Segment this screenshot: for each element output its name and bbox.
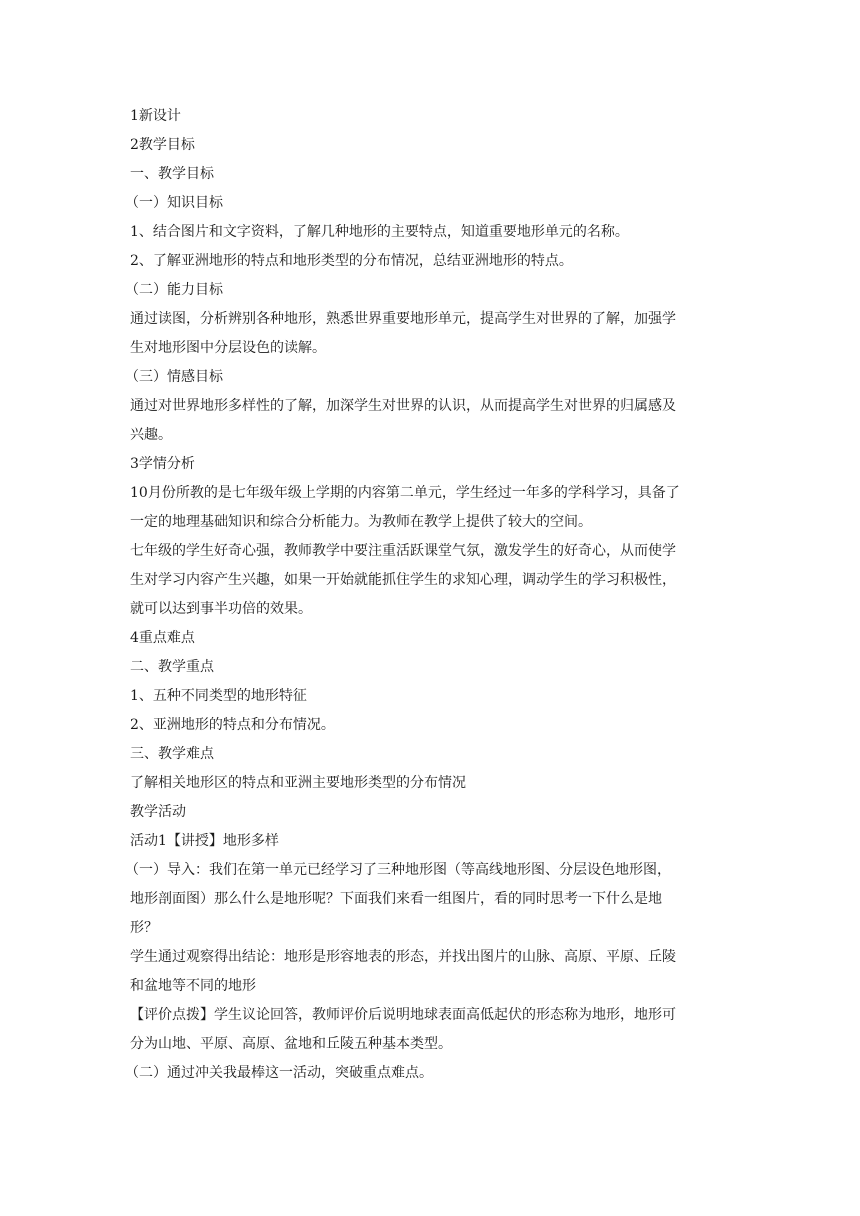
document-body (125, 102, 730, 1088)
section-heading: 4重点难点 (130, 630, 195, 646)
subsection-heading: 一、教学目标 (130, 166, 214, 182)
subsection-heading: （二）能力目标 (125, 282, 223, 298)
paragraph-line: 1、五种不同类型的地形特征 (130, 688, 307, 704)
paragraph-line: 通过对世界地形多样性的了解，加深学生对世界的认识，从而提高学生对世界的归属感及 (130, 398, 676, 414)
paragraph-line: 1、结合图片和文字资料，了解几种地形的主要特点，知道重要地形单元的名称。 (130, 224, 629, 240)
subsection-heading: 三、教学难点 (130, 746, 214, 762)
section-heading: 3学情分析 (130, 456, 195, 472)
paragraph-line: 通过读图，分析辨别各种地形，熟悉世界重要地形单元，提高学生对世界的了解，加强学 (130, 311, 676, 327)
subsection-heading: 二、教学重点 (130, 659, 214, 675)
paragraph-line: 七年级的学生好奇心强，教师教学中要注重活跃课堂气氛，激发学生的好奇心，从而使学 (130, 543, 676, 559)
paragraph-line: 兴趣。 (130, 427, 172, 443)
paragraph-line: 生对学习内容产生兴趣，如果一开始就能抓住学生的求知心理，调动学生的学习积极性， (130, 572, 676, 588)
paragraph-line: （一）导入：我们在第一单元已经学习了三种地形图（等高线地形图、分层设色地形图， (125, 862, 671, 878)
subsection-heading: （三）情感目标 (125, 369, 223, 385)
paragraph-line: 分为山地、平原、高原、盆地和丘陵五种基本类型。 (130, 1036, 452, 1052)
paragraph-line: 学生通过观察得出结论：地形是形容地表的形态，并找出图片的山脉、高原、平原、丘陵 (130, 949, 676, 965)
paragraph-line: 地形剖面图）那么什么是地形呢？下面我们来看一组图片，看的同时思考一下什么是地 (130, 891, 662, 907)
paragraph-line: 2、了解亚洲地形的特点和地形类型的分布情况，总结亚洲地形的特点。 (130, 253, 573, 269)
paragraph-line: 生对地形图中分层设色的读解。 (130, 340, 326, 356)
activity-heading: 活动1【讲授】地形多样 (130, 833, 279, 849)
subsection-heading: （一）知识目标 (125, 195, 223, 211)
section-heading: 1新设计 (130, 108, 181, 124)
paragraph-line: 【评价点拨】学生议论回答，教师评价后说明地球表面高低起伏的形态称为地形，地形可 (130, 1007, 676, 1023)
paragraph-line: 了解相关地形区的特点和亚洲主要地形类型的分布情况 (130, 775, 466, 791)
section-heading: 2教学目标 (130, 137, 195, 153)
paragraph-line: 一定的地理基础知识和综合分析能力。为教师在教学上提供了较大的空间。 (130, 514, 592, 530)
paragraph-line: 就可以达到事半功倍的效果。 (130, 601, 312, 617)
paragraph-line: 2、亚洲地形的特点和分布情况。 (130, 717, 335, 733)
paragraph-line: 形？ (130, 920, 158, 936)
section-heading: 教学活动 (130, 804, 186, 820)
paragraph-line: （二）通过冲关我最棒这一活动，突破重点难点。 (125, 1065, 433, 1081)
paragraph-line: 10月份所教的是七年级年级上学期的内容第二单元，学生经过一年多的学科学习，具备了 (130, 485, 680, 501)
paragraph-line: 和盆地等不同的地形 (130, 978, 256, 994)
